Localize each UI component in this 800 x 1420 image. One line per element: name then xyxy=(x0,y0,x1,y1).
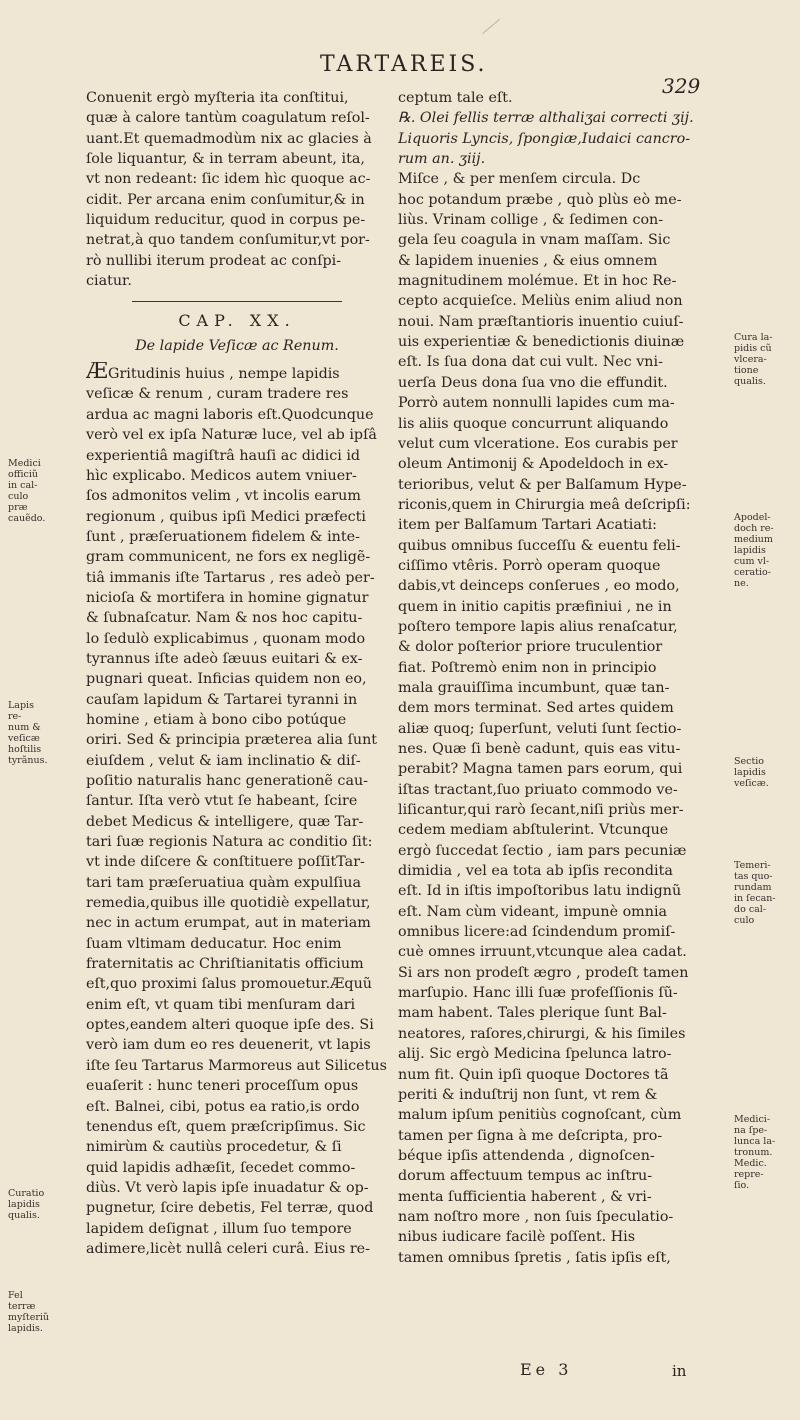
text-line: rò nullibi iterum prodeat ac conſpi- xyxy=(86,252,342,269)
margin-note-line: Medici xyxy=(8,458,41,469)
margin-note-line: Medic. xyxy=(734,1158,767,1169)
text-line: num fit. Quin ipſi quoque Doctores tã xyxy=(398,1066,669,1083)
text-line: magnitudinem molémue. Et in hoc Re- xyxy=(398,273,677,290)
text-line: eſt. Balnei, cibi, potus ea ratio,is ordo xyxy=(86,1098,360,1115)
text-line: Miſce , & per menſem circula. Dc xyxy=(398,171,641,188)
margin-note-line: na ſpe- xyxy=(734,1125,768,1136)
text-line: verò iam dum eo res deuenerit, vt lapis xyxy=(86,1037,371,1054)
text-line: periti & induſtrij non ſunt, vt rem & xyxy=(398,1086,658,1103)
text-line: netrat,à quo tandem conſumitur,vt por- xyxy=(86,232,370,249)
text-line: ſuam vltimam deducatur. Hoc enim xyxy=(86,935,342,952)
margin-note-line: qualis. xyxy=(8,1210,40,1221)
text-line: dimidia , vel ea tota ab ipſis recondita xyxy=(398,863,673,880)
text-line: alij. Sic ergò Medicina ſpelunca latro- xyxy=(398,1046,672,1063)
margin-note-line: Curatio xyxy=(8,1188,45,1199)
text-line: aliæ quoq; ſuperſunt, veluti ſunt ſectio- xyxy=(398,720,682,737)
text-line: regionum , quibus ipſi Medici præfecti xyxy=(86,508,366,525)
margin-note-line: Temeri- xyxy=(734,860,771,871)
text-line: béque ipſis attendenda , dignoſcen- xyxy=(398,1147,655,1164)
margin-note-line: culo præ xyxy=(8,491,29,513)
margin-note-line: culo xyxy=(734,915,755,926)
margin-note-line: lapidis. xyxy=(8,1323,43,1334)
text-line: dabis,vt deinceps conſerues , eo modo, xyxy=(398,578,680,595)
text-line: velut cum vlceratione. Eos curabis per xyxy=(398,435,678,452)
text-line: poſitio naturalis hanc generationẽ cau- xyxy=(86,773,369,789)
margin-note-line: lapidis xyxy=(734,767,766,778)
margin-note-line: tas quo- xyxy=(734,871,773,882)
first-line-text: Gritudinis huius , nempe lapidis xyxy=(108,366,340,383)
text-line: tari tam præſeruatiua quàm expulſiua xyxy=(86,874,361,891)
text-line: verò vel ex ipſa Naturæ luce, vel ab ipſâ xyxy=(86,427,377,444)
text-line: euaſerit : hunc teneri proceſſum opus xyxy=(86,1078,359,1095)
text-line: oriri. Sed & principia præterea alia ſunt xyxy=(86,732,378,749)
text-line: nimirùm & cautiùs procedetur, & ſi xyxy=(86,1139,342,1156)
text-line: nam noſtro more , non ſuis ſpeculatio- xyxy=(398,1208,674,1225)
margin-note-line: cauẽdo. xyxy=(8,513,46,524)
left-column xyxy=(86,88,388,1259)
text-line: liſicantur,qui rarò ſecant,niſi priùs mer- xyxy=(398,802,684,819)
margin-note-line: Lapis re- xyxy=(8,700,34,722)
text-line: nes. Quæ ſi benè cadunt, quis eas vitu- xyxy=(398,741,681,757)
chapter-subtitle: De lapide Veſicæ ac Renum. xyxy=(135,337,339,354)
text-line: tari ſuæ regionis Natura ac conditio ſit: xyxy=(86,834,373,851)
text-line: dem mors terminat. Sed artes quidem xyxy=(398,700,674,717)
text-line: ardua ac magni laboris eſt.Quodcunque xyxy=(86,406,374,423)
text-line: terioribus, velut & per Balſamum Hype- xyxy=(398,476,687,493)
margin-note-line: lunca la- xyxy=(734,1136,776,1147)
text-line: enim eſt, vt quam tibi menſuram dari xyxy=(86,996,356,1013)
text-line: mam habent. Tales plerique ſunt Bal- xyxy=(398,1005,667,1022)
text-line: gela ſeu coagula in vnam maſſam. Sic xyxy=(398,232,671,249)
text-line: pugnari queat. Inficias quidem non eo, xyxy=(86,671,367,688)
text-line: tamen per ſigna à me deſcripta, pro- xyxy=(398,1127,663,1144)
margin-note-left-2 xyxy=(8,700,46,766)
text-line: eſt. Id in iſtis impoſtoribus latu indignũ xyxy=(398,883,682,900)
paragraph-intro xyxy=(86,88,388,291)
text-line: malum ipſum penitiùs cognoſcant, cùm xyxy=(398,1107,682,1124)
text-line: nicioſa & mortifera in homine gignatur xyxy=(86,589,369,606)
text-line: liùs. Vrinam collige , & ſedimen con- xyxy=(398,212,664,229)
signature-mark: Ee 3 xyxy=(520,1360,573,1379)
margin-note-line: pidis cũ xyxy=(734,343,772,354)
margin-note-left-3 xyxy=(8,1188,46,1221)
text-line: tamen omnibus ſpretis , ſatis ipſis eſt, xyxy=(398,1249,671,1266)
text-line: liquidum reducitur, quod in corpus pe- xyxy=(86,212,366,229)
text-line: nec in actum erumpat, aut in materiam xyxy=(86,915,371,932)
text-line: quid lapidis adhæſit, ſecedet commo- xyxy=(86,1159,356,1176)
text-line: uis experientiæ & benedictionis diuinæ xyxy=(398,334,685,351)
margin-note-right-4 xyxy=(734,860,788,926)
text-line: homine , etiam à bono cibo potúque xyxy=(86,711,347,728)
drop-cap: Æ xyxy=(86,362,109,385)
text-line: ciatur. xyxy=(86,273,132,290)
text-line: iſte ſeu Tartarus Marmoreus aut Silicetus xyxy=(86,1057,387,1074)
text-line: vt inde diſcere & conſtituere poſſitTar- xyxy=(86,854,365,871)
running-title: TARTAREIS. xyxy=(320,52,488,77)
right-body xyxy=(398,88,706,1268)
margin-note-line: myſteriũ xyxy=(8,1312,50,1323)
text-line: cidit. Per arcana enim conſumitur,& in xyxy=(86,191,365,208)
chapter-body xyxy=(86,384,388,1259)
margin-note-right-1 xyxy=(734,332,788,387)
text-line: ℞. Olei fellis terræ althaliʒai correcti ʒij. xyxy=(398,110,694,127)
text-line: ergò ſuccedat ſectio , iam pars pecuniæ xyxy=(398,842,687,859)
text-line: ſole liquantur, & in terram abeunt, ita, xyxy=(86,151,365,168)
text-line: ſos admonitos velim , vt incolis earum xyxy=(86,488,361,505)
margin-note-right-2 xyxy=(734,512,788,589)
text-line: uant.Et quemadmodùm nix ac glacies à xyxy=(86,130,372,147)
text-line: cauſam lapidum & Tartarei tyranni in xyxy=(86,691,358,708)
margin-note-line: lapidis xyxy=(8,1199,40,1210)
text-line: remedia,quibus ille quotidiè expellatur, xyxy=(86,895,371,912)
margin-note-left-4 xyxy=(8,1290,50,1334)
text-line: fiat. Poſtremò enim non in principio xyxy=(398,659,657,676)
text-line: lo ſedulò explicabimus , quonam modo xyxy=(86,630,366,647)
text-line: debet Medicus & intelligere, quæ Tar- xyxy=(86,813,364,830)
text-line: eſt. Is ſua dona dat cui vult. Nec vni- xyxy=(398,354,663,371)
text-line: cepto acquieſce. Meliùs enim aliud non xyxy=(398,293,683,310)
text-line: riconis,quem in Chirurgia meâ deſcripſi: xyxy=(398,496,691,513)
text-line: poſtero tempore lapis alius renaſcatur, xyxy=(398,618,678,635)
text-line: lapidem deſignat , illum ſuo tempore xyxy=(86,1220,352,1237)
text-line: & lapidem inuenies , & eius omnem xyxy=(398,252,658,269)
margin-note-line: doch re- xyxy=(734,523,774,534)
text-line: rum an. ʒiij. xyxy=(398,151,486,168)
margin-note-line: officiũ xyxy=(8,469,38,480)
text-line: item per Balſamum Tartari Acatiati: xyxy=(398,517,657,534)
text-line: neatores, raſores,chirurgi, & his ſimiles xyxy=(398,1025,686,1042)
text-line: veſicæ & renum , curam tradere res xyxy=(86,386,349,403)
margin-note-line: rundam xyxy=(734,882,772,893)
chapter-heading: CAP. XX. xyxy=(178,311,296,331)
text-line: tyrannus iſte adeò ſæuus euitari & ex- xyxy=(86,650,363,667)
margin-note-left-1 xyxy=(8,458,46,524)
text-line: tiâ immanis iſte Tartarus , res adeò per- xyxy=(86,569,375,586)
margin-note-line: do cal- xyxy=(734,904,767,915)
margin-note-line: Medici- xyxy=(734,1114,771,1125)
margin-note-line: Sectio xyxy=(734,756,765,767)
text-line: eſt. Nam cùm videant, impunè omnia xyxy=(398,903,668,920)
margin-note-right-5 xyxy=(734,1114,788,1191)
text-line: cedem mediam abſtulerint. Vtcunque xyxy=(398,822,669,839)
margin-note-line: num & xyxy=(8,722,41,733)
text-line: ſunt , præſeruationem fidelem & inte- xyxy=(86,528,360,545)
text-line: mala grauiſſima incumbunt, quæ tan- xyxy=(398,679,670,696)
text-line: quibus omnibus ſucceſſu & euentu feli- xyxy=(398,537,681,554)
text-line: omnibus licere:ad ſcindendum promiſ- xyxy=(398,924,676,941)
text-line: perabit? Magna tamen pars eorum, qui xyxy=(398,761,683,778)
text-line: fraternitatis ac Chriſtianitatis officium xyxy=(86,956,364,973)
text-line: optes,eandem alteri quoque ipſe des. Si xyxy=(86,1017,374,1034)
text-line: uerſa Deus dona ſua vno die effundit. xyxy=(398,374,668,391)
text-line: lis aliis quoque concurrunt aliquando xyxy=(398,415,669,432)
text-line: gram communicent, ne fors ex negligẽ- xyxy=(86,549,371,566)
margin-note-line: tione xyxy=(734,365,759,376)
text-line: Si ars non prodeſt ægro , prodeſt tamen xyxy=(398,964,689,981)
margin-note-line: ne. xyxy=(734,578,749,589)
margin-note-line: Cura la- xyxy=(734,332,773,343)
margin-note-line: veſicæ. xyxy=(734,778,769,789)
text-line: dorum affectuum tempus ac inſtru- xyxy=(398,1168,653,1185)
text-line: Porrò autem nonnulli lapides cum ma- xyxy=(398,395,675,412)
text-line: quæ à calore tantùm coagulatum reſol- xyxy=(86,110,370,127)
margin-note-line: vlcera- xyxy=(734,354,767,365)
text-line: experientiâ magiſtrâ hauſi ac didici id xyxy=(86,447,361,464)
text-line: marſupio. Hanc illi ſuæ profeſſionis ſũ- xyxy=(398,985,678,1002)
text-line: diùs. Vt verò lapis ipſe inuadatur & op- xyxy=(86,1179,369,1196)
text-line: Conuenit ergò myſteria ita conſtitui, xyxy=(86,90,349,106)
text-line: ceptum tale eſt. xyxy=(398,90,513,106)
text-line: iſtas tractant,ſuo priuato commodo ve- xyxy=(398,781,678,798)
text-line: quem in initio capitis præfiniui , ne in xyxy=(398,598,672,615)
text-line: ſantur. Iſta verò vtut ſe habeant, ſcire xyxy=(86,793,358,810)
text-line: pugnetur, ſcire debetis, Fel terræ, quod xyxy=(86,1200,374,1217)
margin-note-line: tyrãnus. xyxy=(8,755,48,766)
margin-note-line: lapidis xyxy=(734,545,766,556)
catchword: in xyxy=(672,1362,687,1380)
text-line: adimere,licèt nullâ celeri curâ. Eius re- xyxy=(86,1240,370,1257)
margin-note-line: in cal- xyxy=(8,480,38,491)
margin-note-line: tronum. xyxy=(734,1147,773,1158)
text-line: cuè omnes irruunt,vtcunque alea cadat. xyxy=(398,944,687,961)
page-number: 329 xyxy=(662,74,701,98)
text-line: eiuſdem , velut & iam inclinatio & diſ- xyxy=(86,752,361,769)
text-line: nibus iudicare facilè poſſent. His xyxy=(398,1229,636,1246)
margin-note-line: Apodel- xyxy=(734,512,771,523)
text-line: eſt,quo proximi ſalus promouetur.Æquũ xyxy=(86,976,373,993)
margin-note-right-3 xyxy=(734,756,788,789)
text-line: hoc potandum præbe , quò plùs eò me- xyxy=(398,191,682,208)
margin-note-line: Fel terræ xyxy=(8,1290,36,1312)
text-line: tenendus eſt, quem præſcripſimus. Sic xyxy=(86,1118,366,1135)
text-line: oleum Antimonij & Apodeldoch in ex- xyxy=(398,456,669,473)
margin-note-line: in ſecan- xyxy=(734,893,776,904)
margin-note-line: ceratio- xyxy=(734,567,771,578)
text-line: menta ſufficientia haberent , & vri- xyxy=(398,1188,652,1205)
margin-note-line: cum vl- xyxy=(734,556,770,567)
margin-note-line: hoſtilis xyxy=(8,744,42,755)
text-line: noui. Nam præſtantioris inuentio cuiuſ- xyxy=(398,313,684,330)
right-column xyxy=(398,88,706,1268)
margin-note-line: repre- xyxy=(734,1169,764,1180)
margin-note-line: medium xyxy=(734,534,773,545)
paper-mark xyxy=(482,19,499,34)
margin-note-line: ſio. xyxy=(734,1180,750,1191)
margin-note-line: qualis. xyxy=(734,376,766,387)
text-line: ciſſimo vtêris. Porrò operam quoque xyxy=(398,557,661,574)
text-line: vt non redeant: ſic idem hìc quoque ac- xyxy=(86,171,371,188)
text-line: & ſubnaſcatur. Nam & nos hoc capitu- xyxy=(86,610,363,627)
text-line: hìc explicabo. Medicos autem vniuer- xyxy=(86,467,357,484)
chapter-rule xyxy=(132,301,342,302)
text-line: Liquoris Lyncis, ſpongiæ,Iudaici cancro- xyxy=(398,130,691,147)
text-line: & dolor poſterior priore truculentior xyxy=(398,639,663,656)
chapter-first-line xyxy=(86,362,388,384)
margin-note-line: veſicæ xyxy=(8,733,40,744)
